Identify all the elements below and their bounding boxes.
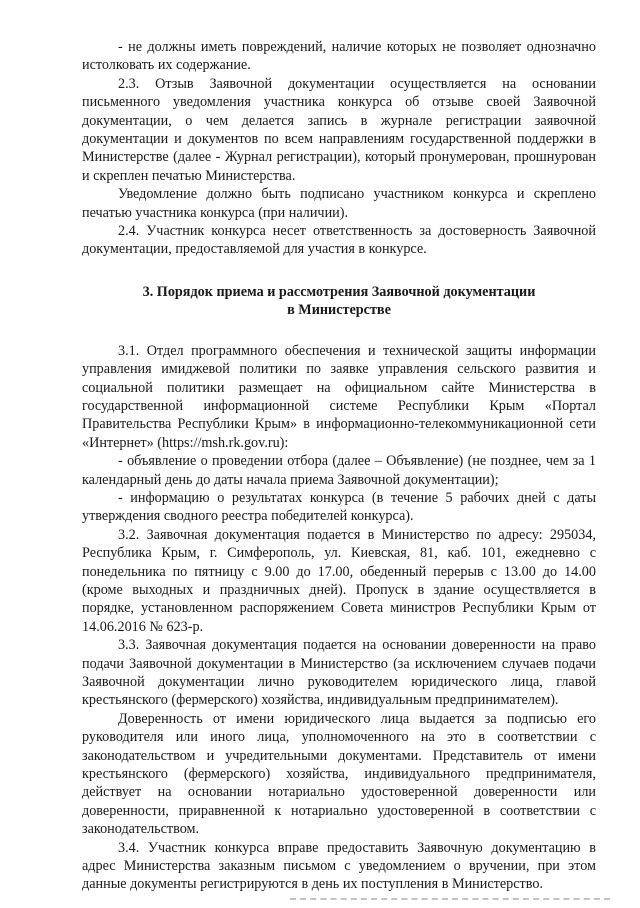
paragraph-2-3-notice: Уведомление должно быть подписано участником конкурса и скреплено печатью участника конкурса (при наличии). <box>82 186 596 221</box>
paragraph-2-4: 2.4. Участник конкурса несет ответственность за достоверность Заявочной документации, предоставляемой для участия в конкурсе. <box>82 223 596 258</box>
section-3-heading <box>82 283 596 320</box>
paragraph-3-3-proxy: Доверенность от имени юридического лица выдается за подписью его руководителя или иного лица, уполномоченного на это в соответствии с законодательством и учредительными документами. Представитель от имени крестьянского (фермерского) хозяйства, индивидуального предпринимателя, действует на основании нотариально удостоверенной доверенности или доверенности, приравненной к нотариально удостоверенной в соответствии с законодательством. <box>82 710 596 838</box>
document-body <box>82 38 596 894</box>
paragraph-3-2: 3.2. Заявочная документация подается в Министерство по адресу: 295034, Республика Крым, г. Симферополь, ул. Киевская, 81, каб. 101, ежедневно с понедельника по пятницу с 9.00 до 17.00, обеденный перерыв с 13.00 до 14.00 (кроме выходных и праздничных дней). Пропуск в здание осуществляется в порядке, установленном распоряжением Совета министров Республики Крым от 14.06.2016 № 623-р. <box>82 526 596 635</box>
paragraph-3-1-item1: - объявление о проведении отбора (далее – Объявление) (не позднее, чем за 1 календарный день до даты начала приема Заявочной документации); <box>82 453 596 488</box>
paragraph-2-3: 2.3. Отзыв Заявочной документации осуществляется на основании письменного уведомления участника конкурса об отзыве своей Заявочной документации, о чем делается запись в журнале регистрации заявочной документации и документов по всем направлениям государственной поддержки в Министерстве (далее - Журнал регистрации), который пронумерован, прошнурован и скреплен печатью Министерства. <box>82 75 596 184</box>
paragraph-3-3: 3.3. Заявочная документация подается на основании доверенности на право подачи Заявочной документации в Министерство (за исключением случаев подачи Заявочной документации лично руководителем юридического лица, главой крестьянского (фермерского) хозяйства, индивидуальным предпринимателем). <box>82 637 596 709</box>
paragraph-3-4: 3.4. Участник конкурса вправе предоставить Заявочную документацию в адрес Министерства заказным письмом с уведомлением о вручении, при этом данные документы регистрируются в день их поступления в Министерство. <box>82 839 596 893</box>
scan-edge-marks <box>290 898 610 903</box>
section-heading-line2: в Министерстве <box>287 302 391 319</box>
paragraph-3-1: 3.1. Отдел программного обеспечения и технической защиты информации управления имиджевой политики по заявке управления сельского развития и социальной политики размещает на официальном сайте Министерства в государственной информационной системе Республики Крым «Портал Правительства Республики Крым» в информационно-телекоммуникационной сети «Интернет» (https://msh.rk.gov.ru): <box>82 342 596 451</box>
section-heading-line1: 3. Порядок приема и рассмотрения Заявочной документации <box>142 283 536 300</box>
paragraph-3-1-item2: - информацию о результатах конкурса (в течение 5 рабочих дней с даты утверждения сводного реестра победителей конкурса). <box>82 489 596 525</box>
paragraph-intro-dash: - не должны иметь повреждений, наличие которых не позволяет однозначно истолковать их содержание. <box>82 39 596 74</box>
